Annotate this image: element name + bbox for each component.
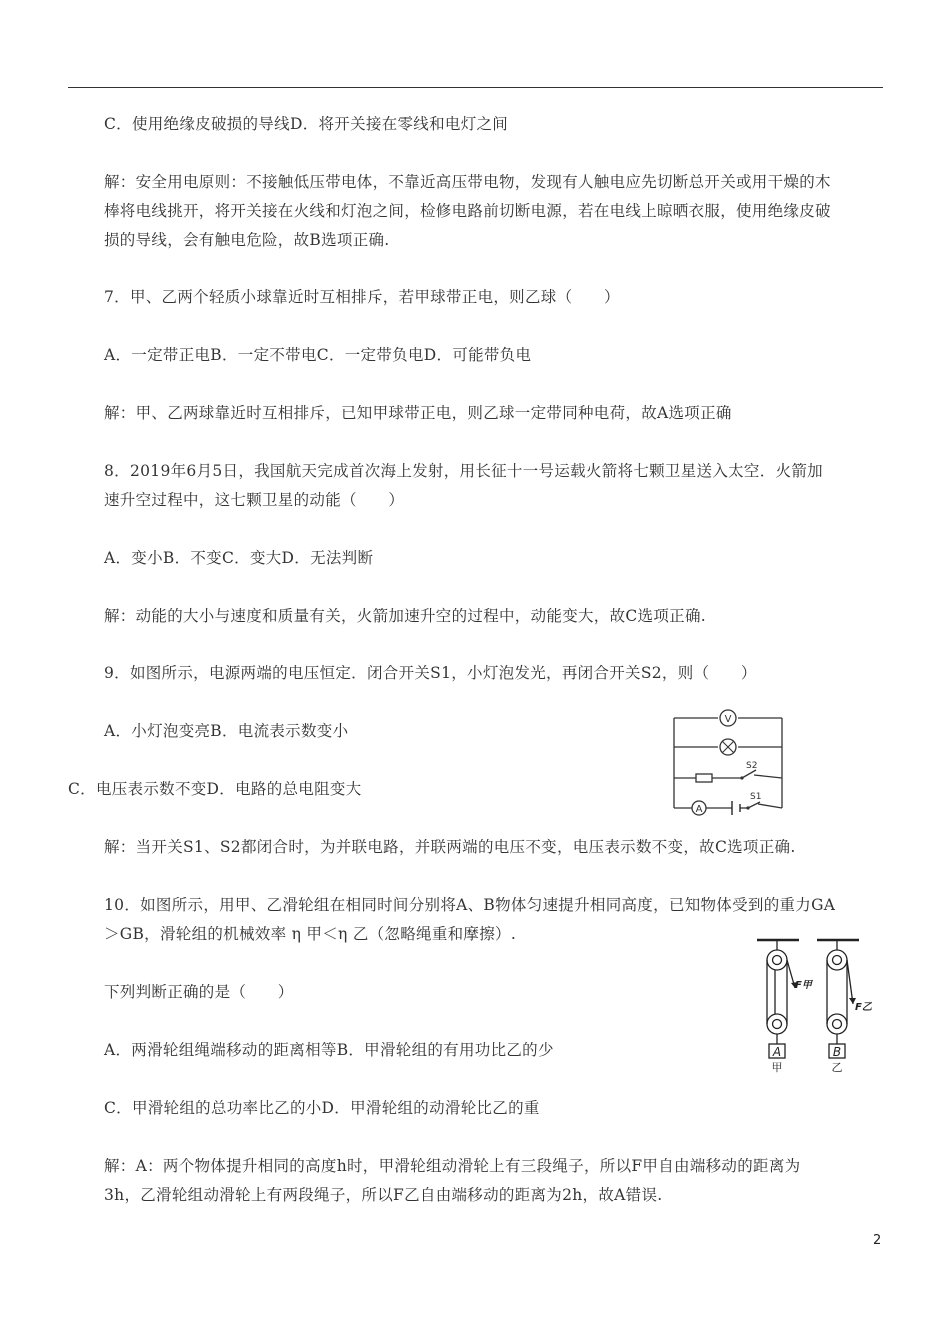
options-7: A．一定带正电B．一定不带电C．一定带负电D．可能带负电 (104, 346, 532, 364)
option-line-6cd: C．使用绝缘皮破损的导线D．将开关接在零线和电灯之间 (104, 115, 509, 133)
switch-s2-icon (740, 770, 756, 780)
question-10-prompt: 下列判断正确的是（ ） (104, 983, 294, 1001)
voltmeter-label: V (724, 714, 732, 725)
pulley-diagram (755, 936, 872, 1074)
block-b-label: B (832, 1045, 842, 1059)
switch-s2-label: S2 (746, 761, 758, 771)
caption-left: 甲 (771, 1061, 783, 1074)
page-number: 2 (873, 1233, 882, 1248)
answer-line-6-part2: 棒将电线挑开，将开关接在火线和灯泡之间，检修电路前切断电源，若在电线上晾晒衣服，使用绝缘皮破 (104, 202, 831, 220)
options-9-cd: C．电压表示数不变D．电路的总电阻变大 (68, 780, 362, 798)
answer-9: 解：当开关S1、S2都闭合时，为并联电路，并联两端的电压不变，电压表示数不变，故C选项正确. (104, 838, 796, 856)
lamp-icon (720, 739, 736, 755)
question-10-part1: 10．如图所示，用甲、乙滑轮组在相同时间分别将A、B物体匀速提升相同高度，已知物体受到的重力GA (104, 896, 836, 914)
answer-7: 解：甲、乙两球靠近时互相排斥，已知甲球带正电，则乙球一定带同种电荷，故A选项正确 (104, 404, 732, 422)
answer-10-part2: 3h，乙滑轮组动滑轮上有两段绳子，所以F乙自由端移动的距离为2h，故A错误. (104, 1186, 663, 1204)
force-label-left: F甲 (795, 980, 812, 991)
question-9: 9．如图所示，电源两端的电压恒定．闭合开关S1，小灯泡发光，再闭合开关S2，则（ ） (104, 664, 757, 682)
options-9-ab: A．小灯泡变亮B．电流表示数变小 (104, 722, 349, 740)
answer-line-6-part1: 解：安全用电原则：不接触低压带电体，不靠近高压带电物，发现有人触电应先切断总开关或用干燥的木 (104, 173, 831, 191)
answer-line-6-part3: 损的导线，会有触电危险，故B选项正确. (104, 231, 390, 249)
resistor-icon (696, 774, 712, 782)
options-10-ab: A．两滑轮组绳端移动的距离相等B．甲滑轮组的有用功比乙的少 (104, 1041, 554, 1059)
answer-8: 解：动能的大小与速度和质量有关，火箭加速升空的过程中，动能变大，故C选项正确. (104, 607, 706, 625)
question-7: 7．甲、乙两个轻质小球靠近时互相排斥，若甲球带正电，则乙球（ ） (104, 288, 620, 306)
options-8: A．变小B．不变C．变大D．无法判断 (104, 549, 374, 567)
circuit-diagram (668, 710, 788, 814)
caption-right: 乙 (831, 1061, 843, 1074)
answer-10-part1: 解：A：两个物体提升相同的高度h时，甲滑轮组动滑轮上有三段绳子，所以F甲自由端移动的距离为 (104, 1157, 801, 1175)
question-8-part2: 速升空过程中，这七颗卫星的动能（ ） (104, 491, 405, 509)
switch-s1-icon (746, 802, 760, 810)
question-10-part2: ＞GB，滑轮组的机械效率 η 甲＜η 乙（忽略绳重和摩擦）. (104, 925, 517, 943)
options-10-cd: C．甲滑轮组的总功率比乙的小D．甲滑轮组的动滑轮比乙的重 (104, 1099, 540, 1117)
question-8-part1: 8．2019年6月5日，我国航天完成首次海上发射，用长征十一号运载火箭将七颗卫星送入太空．火箭加 (104, 462, 823, 480)
header-rule (68, 87, 883, 88)
battery-icon (732, 801, 740, 815)
force-label-right: F乙 (855, 1002, 872, 1013)
block-a-label: A (772, 1045, 782, 1059)
ammeter-label: A (695, 804, 703, 815)
switch-s1-label: S1 (750, 792, 762, 802)
